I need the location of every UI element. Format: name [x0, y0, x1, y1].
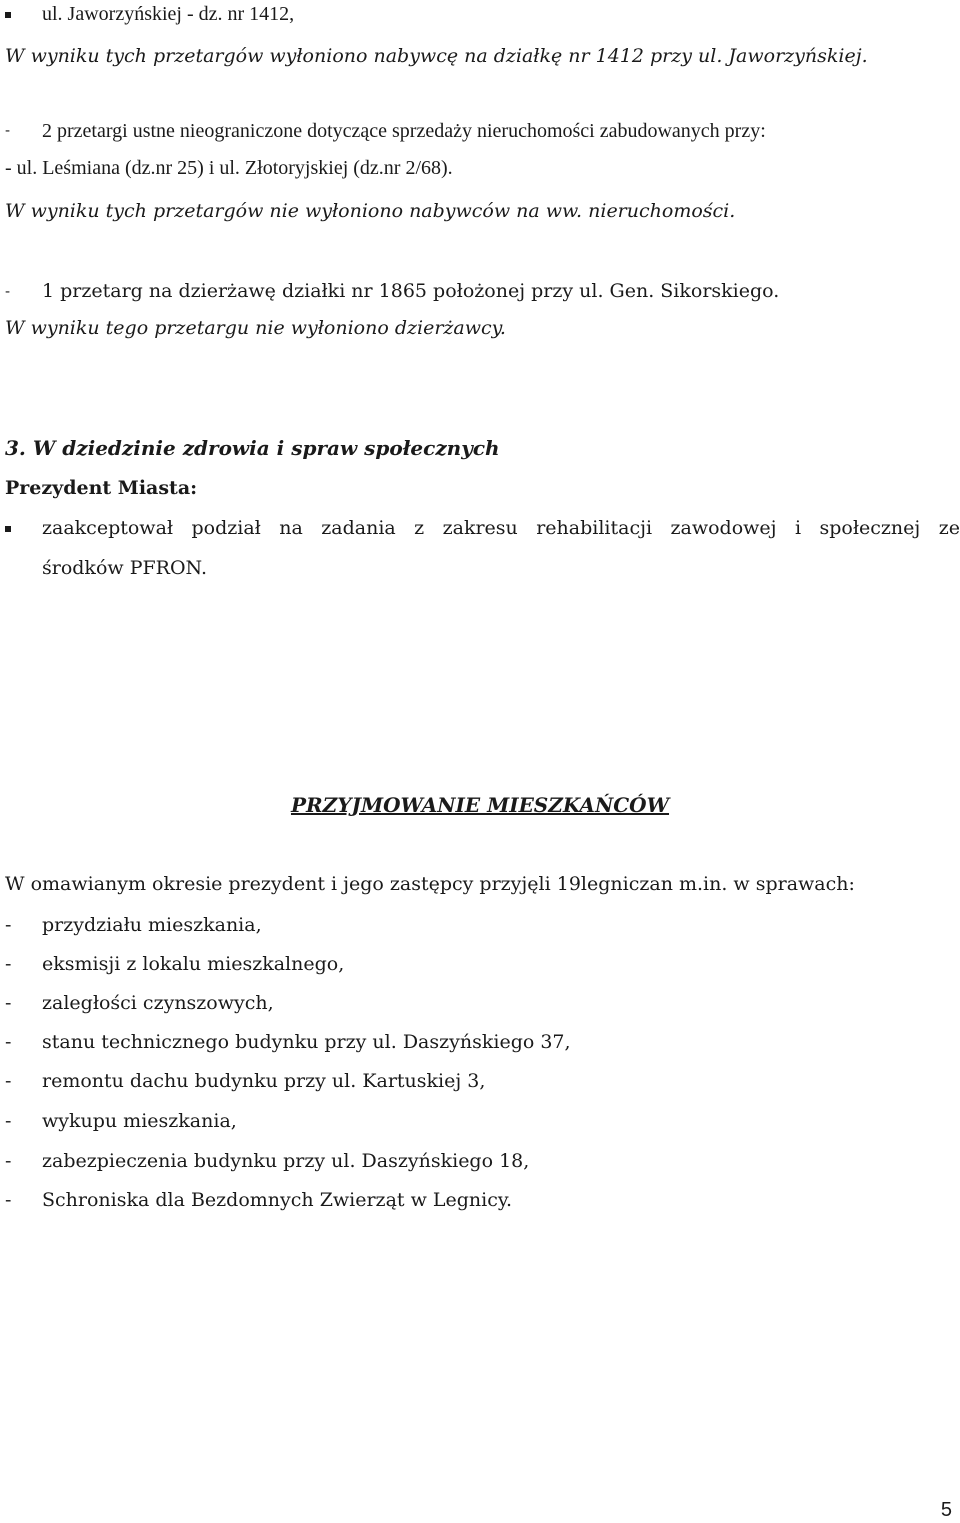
- reception-item: zaległości czynszowych,: [42, 992, 274, 1014]
- page-number: 5: [940, 1499, 952, 1521]
- list-dash: -: [5, 1110, 12, 1132]
- list-dash: -: [5, 1189, 12, 1211]
- tender-result-1: W wyniku tych przetargów wyłoniono nabywcę na działkę nr 1412 przy ul. Jaworzyńskiej.: [5, 45, 868, 67]
- list-dash: -: [5, 1150, 12, 1172]
- reception-item: Schroniska dla Bezdomnych Zwierząt w Legnicy.: [42, 1189, 513, 1211]
- tender-result-3: W wyniku tego przetargu nie wyłoniono dzierżawcy.: [5, 317, 506, 339]
- list-item-tenders-line1: 2 przetargi ustne nieograniczone dotyczące sprzedaży nieruchomości zabudowanych przy:: [42, 120, 766, 142]
- list-dash: -: [5, 1031, 12, 1053]
- list-dash: -: [5, 953, 12, 975]
- list-item-tenders-line2: - ul. Leśmiana (dz.nr 25) i ul. Złotoryjskiej (dz.nr 2/68).: [5, 157, 453, 179]
- reception-item: stanu technicznego budynku przy ul. Daszyńskiego 37,: [42, 1031, 571, 1053]
- reception-item: zabezpieczenia budynku przy ul. Daszyńskiego 18,: [42, 1150, 530, 1172]
- pfron-bullet-line2: środków PFRON.: [42, 557, 207, 579]
- reception-item: eksmisji z lokalu mieszkalnego,: [42, 953, 345, 975]
- pfron-bullet-line1: zaakceptował podział na zadania z zakresu rehabilitacji zawodowej i społecznej ze: [42, 517, 960, 539]
- section-heading: 3. W dziedzinie zdrowia i spraw społecznych: [5, 436, 500, 460]
- reception-title: PRZYJMOWANIE MIESZKAŃCÓW: [290, 793, 670, 817]
- list-dash: -: [5, 992, 12, 1014]
- list-bullet: [5, 526, 11, 532]
- list-bullet: [5, 12, 11, 18]
- reception-intro: W omawianym okresie prezydent i jego zastępcy przyjęli 19legniczan m.in. w sprawach:: [5, 873, 855, 895]
- list-dash: -: [5, 914, 12, 936]
- tender-result-2: W wyniku tych przetargów nie wyłoniono nabywców na ww. nieruchomości.: [5, 200, 736, 222]
- section-subheading: Prezydent Miasta:: [5, 477, 198, 499]
- reception-item: wykupu mieszkania,: [42, 1110, 237, 1132]
- list-dash: -: [5, 1070, 12, 1092]
- list-item-lease: 1 przetarg na dzierżawę działki nr 1865 położonej przy ul. Gen. Sikorskiego.: [42, 280, 780, 302]
- list-item-jaworzynskiej: ul. Jaworzyńskiej - dz. nr 1412,: [42, 3, 295, 25]
- reception-item: remontu dachu budynku przy ul. Kartuskiej 3,: [42, 1070, 486, 1092]
- list-dash: -: [5, 121, 11, 139]
- reception-item: przydziału mieszkania,: [42, 914, 262, 936]
- list-dash: -: [5, 282, 11, 300]
